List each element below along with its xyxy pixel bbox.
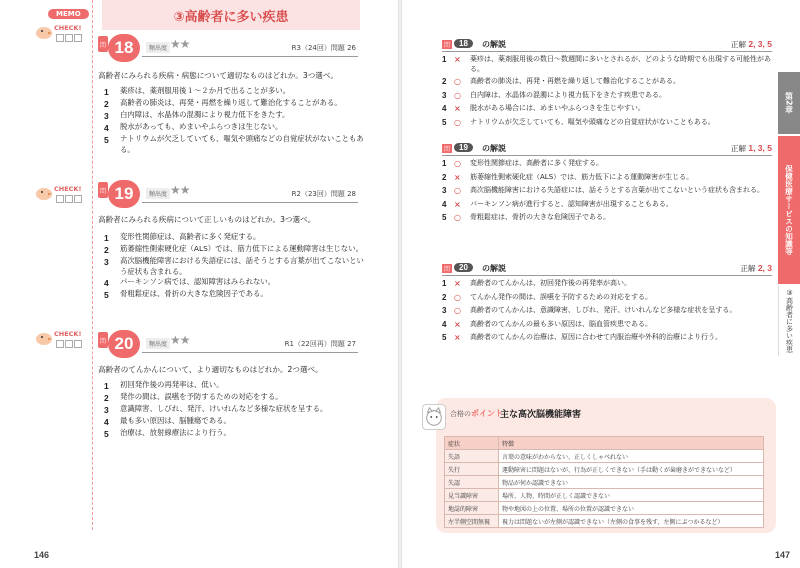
answer-row: 3 ○ 高齢者のてんかんは、意識障害、しびれ、発汗、けいれんなど多様な症状を呈する。 [442,306,737,316]
answer-row: 3 ○ 白内障は、水晶体の混濁により視力低下をきたす疾患である。 [442,90,666,100]
answer-block [442,142,772,224]
option-item: 5 ナトリウムが欠乏していても、嘔気や頭痛などの自覚症状がないこともある。 [104,134,364,154]
margin-divider [92,0,93,530]
side-subsection: ③高齢者に多い疾患 [778,286,800,356]
answer-header: 問 19 の解説 正解 1, 3, 5 [442,142,772,156]
table-header: 特徴 [499,437,764,450]
check-label: CHECK! [54,24,82,32]
frequency-label: 頻出度 [146,188,170,199]
check-boxes[interactable] [56,340,82,348]
check-boxes[interactable] [56,34,82,42]
option-list [104,86,366,155]
cross-mark-icon: × [454,172,461,182]
table-row: 地誌的障害 物や地図の上の位置、場所の位置が認識できない [445,502,764,515]
right-page [402,0,800,568]
table-row: 見当識障害 場所、人物、時間が正しく認識できない [445,489,764,502]
circle-mark-icon: ○ [454,159,461,168]
table-header: 症状 [445,437,499,450]
answer-row: 2 ○ てんかん発作の間は、誤嚥を予防するための対応をする。 [442,292,652,302]
disorder-table [444,436,764,528]
chapter-header: ③高齢者に多い疾患 [102,0,360,30]
option-item: 2 高齢者の肺炎は、再発・再燃を繰り返して難治化することがある。 [104,98,342,110]
answer-number: 18 [454,39,473,48]
answer-block [442,262,772,344]
option-item: 3 意識障害、しびれ、発汗、けいれんなど多様な症状を呈する。 [104,404,328,416]
star-rating-icon: ★★ [170,183,190,197]
correct-answer: 正解 2, 3 [740,263,772,273]
chick-icon [34,328,54,346]
answer-row: 2 × 筋萎縮性側索硬化症（ALS）では、筋力低下による運動障害が生じる。 [442,172,694,182]
chick-icon [34,22,54,40]
answer-row: 2 ○ 高齢者の肺炎は、再発・再燃を繰り返して難治化することがある。 [442,77,680,87]
answer-block [442,38,772,129]
question-label: 問 [98,182,108,198]
answer-title: の解説 [482,144,506,153]
question-source: R2（23回）問題 28 [291,190,356,198]
cross-mark-icon: × [454,104,461,114]
table-row: 失認 物品が何か認識できない [445,476,764,489]
question-header [98,34,358,62]
option-item: 4 脱水があっても、めまいやふらつきは生じない。 [104,122,283,134]
cross-mark-icon: × [454,279,461,288]
question-text: 高齢者のてんかんについて、より適切なものはどれか。2つ選べ。 [98,365,323,374]
answer-row: 3 ○ 高次脳機能障害における失語症には、話そうとする言葉が出てこないという症状も含まれる。 [442,186,764,196]
point-heading: 主な高次脳機能障害 [500,410,582,420]
option-list [104,380,366,440]
option-item: 4 最も多い原因は、脳腫瘍である。 [104,416,231,428]
option-item: 2 発作の間は、誤嚥を予防するための対応をする。 [104,392,283,404]
circle-mark-icon: ○ [454,213,461,223]
frequency-label: 頻出度 [146,338,170,349]
page-number: 146 [34,550,50,560]
answer-row: 4 × 高齢者のてんかんの最も多い原因は、脳血管疾患である。 [442,319,652,329]
chick-icon [34,183,54,201]
page-number: 147 [774,550,790,560]
answer-row: 5 ○ 骨粗鬆症は、骨折の大きな危険因子である。 [442,213,610,223]
option-item: 5 治療は、放射線療法により行う。 [104,428,231,440]
table-row: 失行 運動障害に問題はないが、行為が正しくできない（手は動くが歯磨きができないなど） [445,463,764,476]
option-item: 5 骨粗鬆症は、骨折の大きな危険因子である。 [104,289,268,301]
question-header [98,330,358,358]
option-item: 2 筋萎縮性側索硬化症（ALS）では、筋力低下による運動障害は生じない。 [104,244,363,256]
circle-mark-icon: ○ [454,77,461,87]
answer-row: 1 ○ 変形性関節症は、高齢者に多く発症する。 [442,159,603,168]
answer-header: 問 20 の解説 正解 2, 3 [442,262,772,276]
answer-title: の解説 [482,264,506,273]
table-row: 左半側空間無視 視力は問題ないが左側が認識できない（左側の食事を残す、左側にぶつかるなど） [445,515,764,528]
circle-mark-icon: ○ [454,186,461,196]
question-text: 高齢者にみられる疾病について正しいものはどれか。3つ選べ。 [98,215,316,224]
option-item: 3 白内障は、水晶体の混濁により視力低下をきたす。 [104,110,290,122]
answer-row: 5 × 高齢者のてんかんの治療は、原因に合わせて内服治療や外科的治療により行う。 [442,333,722,343]
answer-title: の解説 [482,40,506,49]
answer-row: 1 × 薬疹は、薬剤服用後の数日～数週間に多いとされるが、どのような時期でも出現する可能性がある。 [442,55,771,74]
question-number: 20 [108,330,140,358]
option-item: 3 高次脳機能障害における失語症には、話そうとする言葉が出てこないという症状も含まれる。 [104,256,364,276]
answer-number: 20 [454,263,473,272]
question-label: 問 [98,332,108,348]
question-source: R3（24回）問題 26 [291,44,356,52]
circle-mark-icon: ○ [454,306,461,316]
point-label: 合格のポイント [450,409,503,418]
table-header-row [445,437,764,450]
star-rating-icon: ★★ [170,333,190,347]
side-chapter: 第2章 [778,72,800,134]
answer-row: 4 × パーキンソン病が進行すると、認知障害が出現することもある。 [442,199,673,209]
check-label: CHECK! [54,330,82,338]
question-number: 19 [108,180,140,208]
option-item: 1 変形性関節症は、高齢者に多く発症する。 [104,232,261,243]
answer-row: 5 ○ ナトリウムが欠乏していても、嘔気や頭痛などの自覚症状がないこともある。 [442,118,715,128]
cross-mark-icon: × [454,333,461,343]
correct-answer: 正解 1, 3, 5 [730,143,772,153]
circle-mark-icon: ○ [454,292,461,302]
circle-mark-icon: ○ [454,90,461,100]
check-label: CHECK! [54,185,82,193]
answer-row: 4 × 脱水がある場合には、めまいやふらつきを生じやすい。 [442,104,645,114]
question-number: 18 [108,34,140,62]
answer-number: 19 [454,143,473,152]
correct-answer: 正解 2, 3, 5 [730,39,772,49]
star-rating-icon: ★★ [170,37,190,51]
question-source: R1（22回再）問題 27 [284,340,356,348]
frequency-label: 頻出度 [146,42,170,53]
question-text: 高齢者にみられる疾病・病態について適切なものはどれか。3つ選べ。 [98,71,339,80]
answer-row: 1 × 高齢者のてんかんは、初回発作後の再発率が高い。 [442,279,631,288]
memo-badge: MEMO [48,9,89,19]
cross-mark-icon: × [454,199,461,209]
answer-header: 問 18 の解説 正解 2, 3, 5 [442,38,772,52]
side-section: 保健医療サービスの知識等 [778,136,800,284]
cross-mark-icon: × [454,319,461,329]
check-boxes[interactable] [56,195,82,203]
table-row: 失語 言葉の意味がわからない、正しくしゃべれない [445,450,764,463]
option-list [104,232,366,301]
cross-mark-icon: × [454,55,461,64]
question-label: 問 [98,36,108,52]
option-item: 1 初回発作後の再発率は、低い。 [104,380,224,391]
option-item: 1 薬疹は、薬剤服用後１～２か月で出ることが多い。 [104,86,290,97]
option-item: 4 パーキンソン病では、認知障害はみられない。 [104,277,276,289]
left-page [0,0,398,568]
circle-mark-icon: ○ [454,118,461,128]
question-header [98,180,358,208]
cat-mascot-icon [422,404,446,430]
